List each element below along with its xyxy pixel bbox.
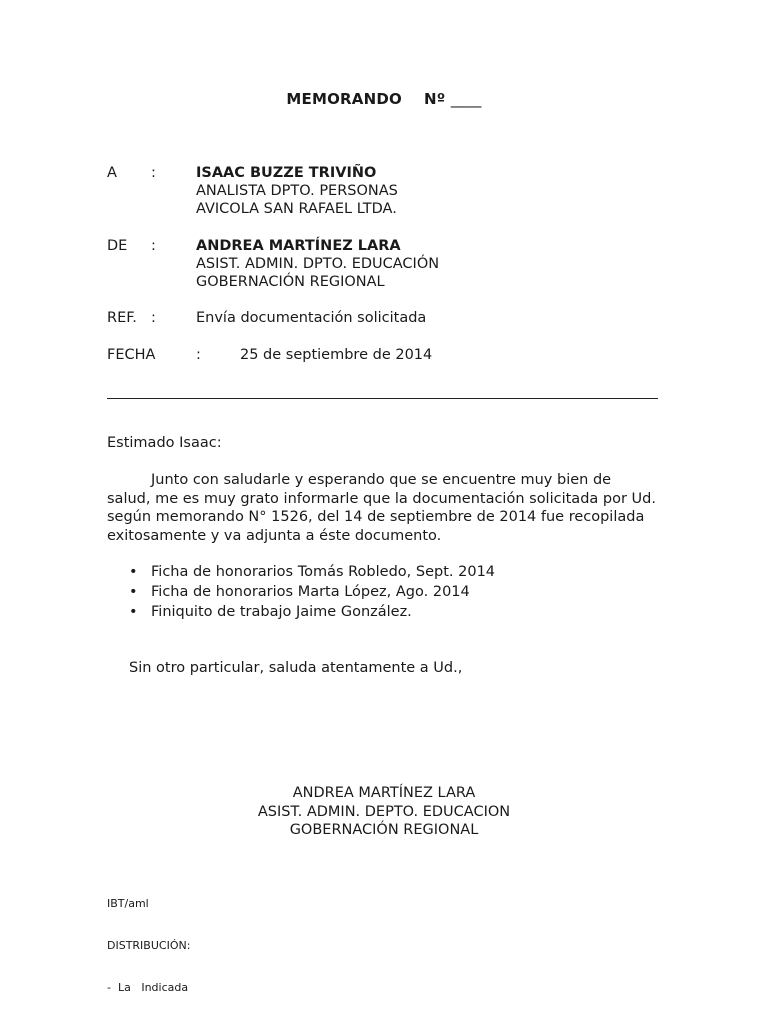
list-item — [107, 562, 495, 582]
to-line1: ANALISTA DPTO. PERSONAS — [196, 183, 398, 199]
date-value: 25 de septiembre de 2014 — [240, 347, 433, 363]
list-item-text: Ficha de honorarios Tomás Robledo, Sept. 2014 — [151, 564, 496, 580]
from-colon: : — [151, 238, 156, 254]
date-colon: : — [196, 347, 201, 363]
footer-notes — [107, 869, 190, 1023]
footer-distribution-item: - La Indicada — [107, 981, 189, 994]
from-name: ANDREA MARTÍNEZ LARA — [196, 238, 401, 254]
memo-title-text: MEMORANDO — [286, 90, 402, 108]
from-values — [196, 237, 439, 291]
list-item-text: Finiquito de trabajo Jaime González. — [151, 604, 412, 620]
from-line1: ASIST. ADMIN. DPTO. EDUCACIÓN — [196, 256, 440, 272]
signature-block — [0, 784, 768, 840]
bullet-icon: • — [129, 564, 138, 580]
to-values — [196, 164, 398, 218]
memo-title — [0, 90, 768, 108]
from-line2: GOBERNACIÓN REGIONAL — [196, 274, 385, 290]
header-divider — [107, 398, 658, 399]
signature-name: ANDREA MARTÍNEZ LARA — [292, 785, 476, 801]
attachment-list — [107, 562, 495, 622]
to-label: A — [107, 165, 117, 181]
bullet-icon: • — [129, 584, 138, 600]
memo-number-blank: ____ — [450, 90, 482, 108]
signature-title: ASIST. ADMIN. DEPTO. EDUCACION — [257, 803, 511, 820]
footer-initials: IBT/aml — [107, 897, 149, 910]
bullet-icon: • — [129, 604, 138, 620]
list-item — [107, 602, 495, 622]
closing-line: Sin otro particular, saluda atentamente a Ud., — [129, 660, 463, 676]
from-label: DE — [107, 238, 128, 254]
body-paragraph-text: Junto con saludarle y esperando que se encuentre muy bien de salud, me es muy grato informarle que la documentación solicitada por Ud. según memorando N° 1526, del 14 de septiembre de 2014 fue recopilada exitosamente y va adjunta a éste documento. — [107, 472, 656, 544]
to-line2: AVICOLA SAN RAFAEL LTDA. — [196, 201, 397, 217]
signature-org: GOBERNACIÓN REGIONAL — [289, 822, 479, 838]
list-item-text: Ficha de honorarios Marta López, Ago. 2014 — [151, 584, 470, 600]
list-item — [107, 582, 495, 602]
memo-number-label: Nº — [423, 90, 446, 108]
ref-colon: : — [151, 310, 156, 326]
date-label: FECHA — [107, 347, 156, 363]
ref-label: REF. — [107, 310, 137, 326]
body-paragraph — [107, 471, 657, 545]
ref-value: Envía documentación solicitada — [196, 310, 427, 326]
greeting: Estimado Isaac: — [107, 435, 222, 451]
footer-distribution-label: DISTRIBUCIÓN: — [107, 939, 191, 952]
to-name: ISAAC BUZZE TRIVIÑO — [196, 165, 377, 181]
to-colon: : — [151, 165, 156, 181]
